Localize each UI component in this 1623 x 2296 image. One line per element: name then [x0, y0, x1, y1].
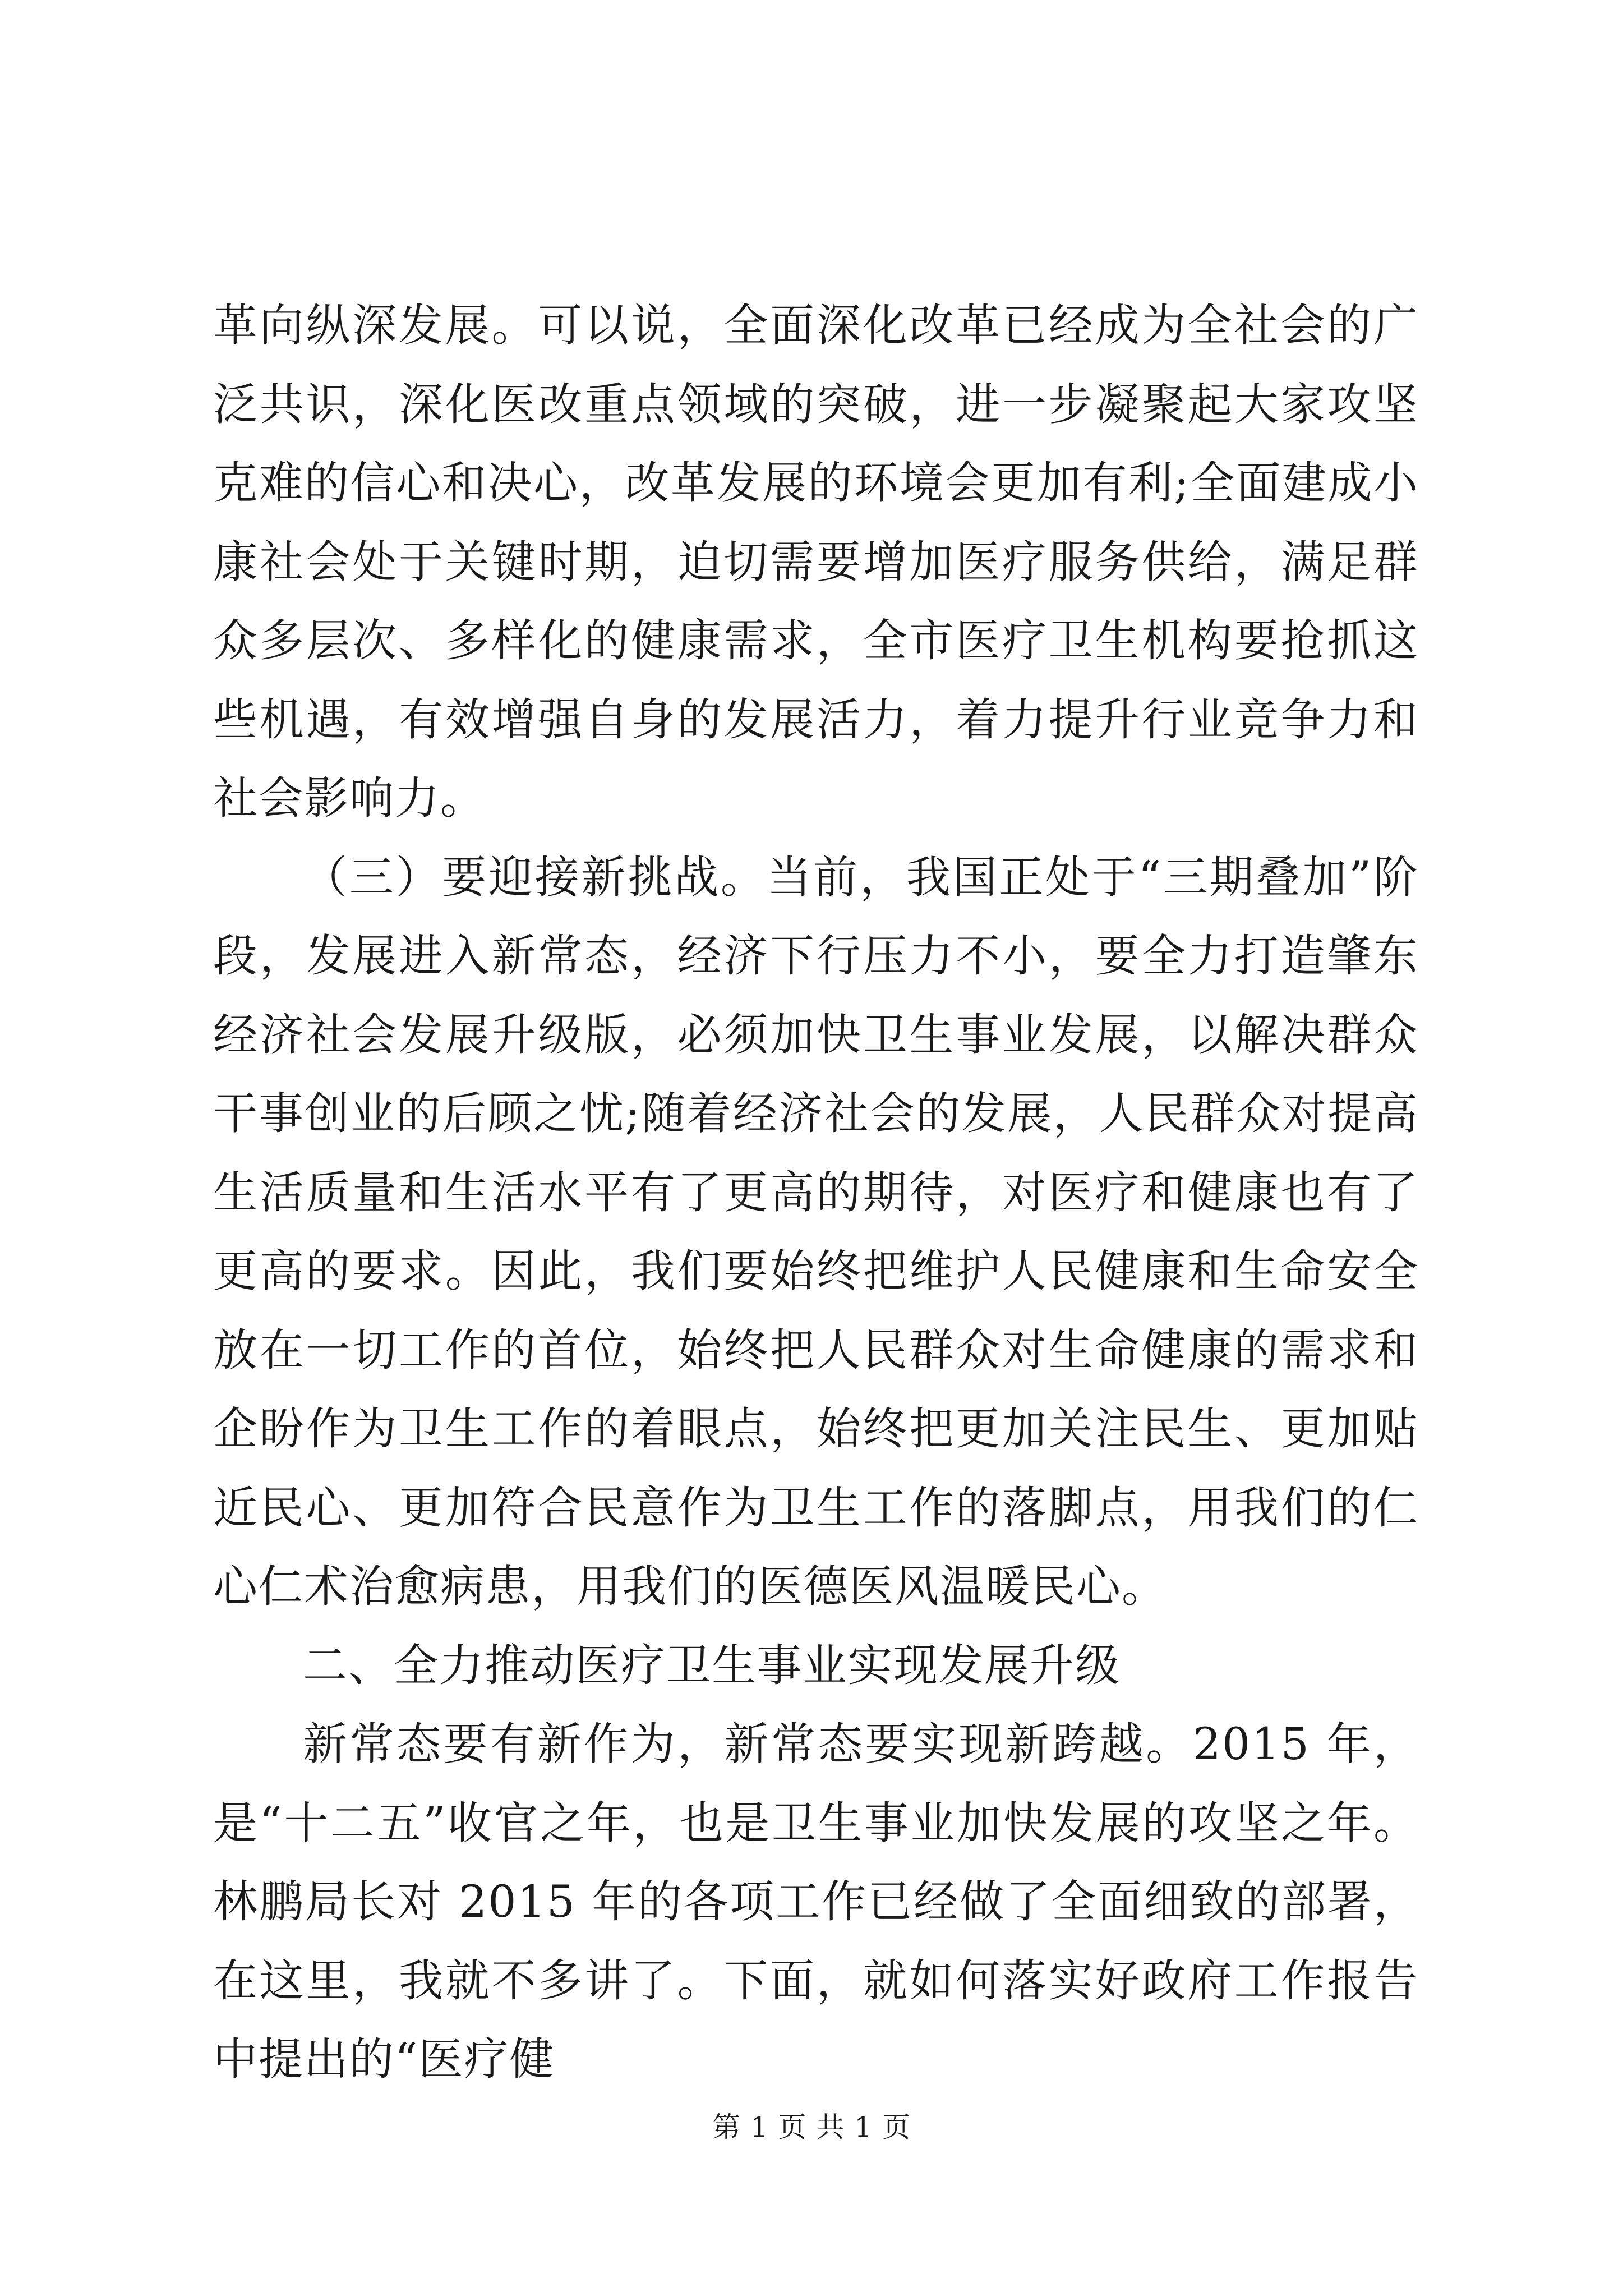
- paragraph-1: 革向纵深发展。可以说，全面深化改革已经成为全社会的广泛共识，深化医改重点领域的突破，进一步凝聚起大家攻坚克难的信心和决心，改革发展的环境会更加有利;全面建成小康社会处于关键时期，迫切需要增加医疗服务供给，满足群众多层次、多样化的健康需求，全市医疗卫生机构要抢抓这些机遇，有效增强自身的发展活力，着力提升行业竞争力和社会影响力。: [213, 300, 1419, 824]
- section-heading: 二、全力推动医疗卫生事业实现发展升级: [303, 1639, 1121, 1691]
- paragraph-2: （三）要迎接新挑战。当前，我国正处于“三期叠加”阶段，发展进入新常态，经济下行压力不小，要全力打造肇东经济社会发展升级版，必须加快卫生事业发展，以解决群众干事创业的后顾之忧;随着经济社会的发展，人民群众对提高生活质量和生活水平有了更高的期待，对医疗和健康也有了更高的要求。因此，我们要始终把维护人民健康和生命安全放在一切工作的首位，始终把人民群众对生命健康的需求和企盼作为卫生工作的着眼点，始终把更加关注民生、更加贴近民心、更加符合民意作为卫生工作的落脚点，用我们的仁心仁术治愈病患，用我们的医德医风温暖民心。: [213, 851, 1419, 1612]
- page-footer: 第 1 页 共 1 页: [712, 2111, 911, 2143]
- document-body: [213, 286, 1419, 2099]
- paragraph-3: 新常态要有新作为，新常态要实现新跨越。2015 年，是“十二五”收官之年，也是卫生事业加快发展的攻坚之年。林鹏局长对 2015 年的各项工作已经做了全面细致的部署，在这里，我就不多讲了。下面，就如何落实好政府工作报告中提出的“医疗健: [213, 1718, 1419, 2085]
